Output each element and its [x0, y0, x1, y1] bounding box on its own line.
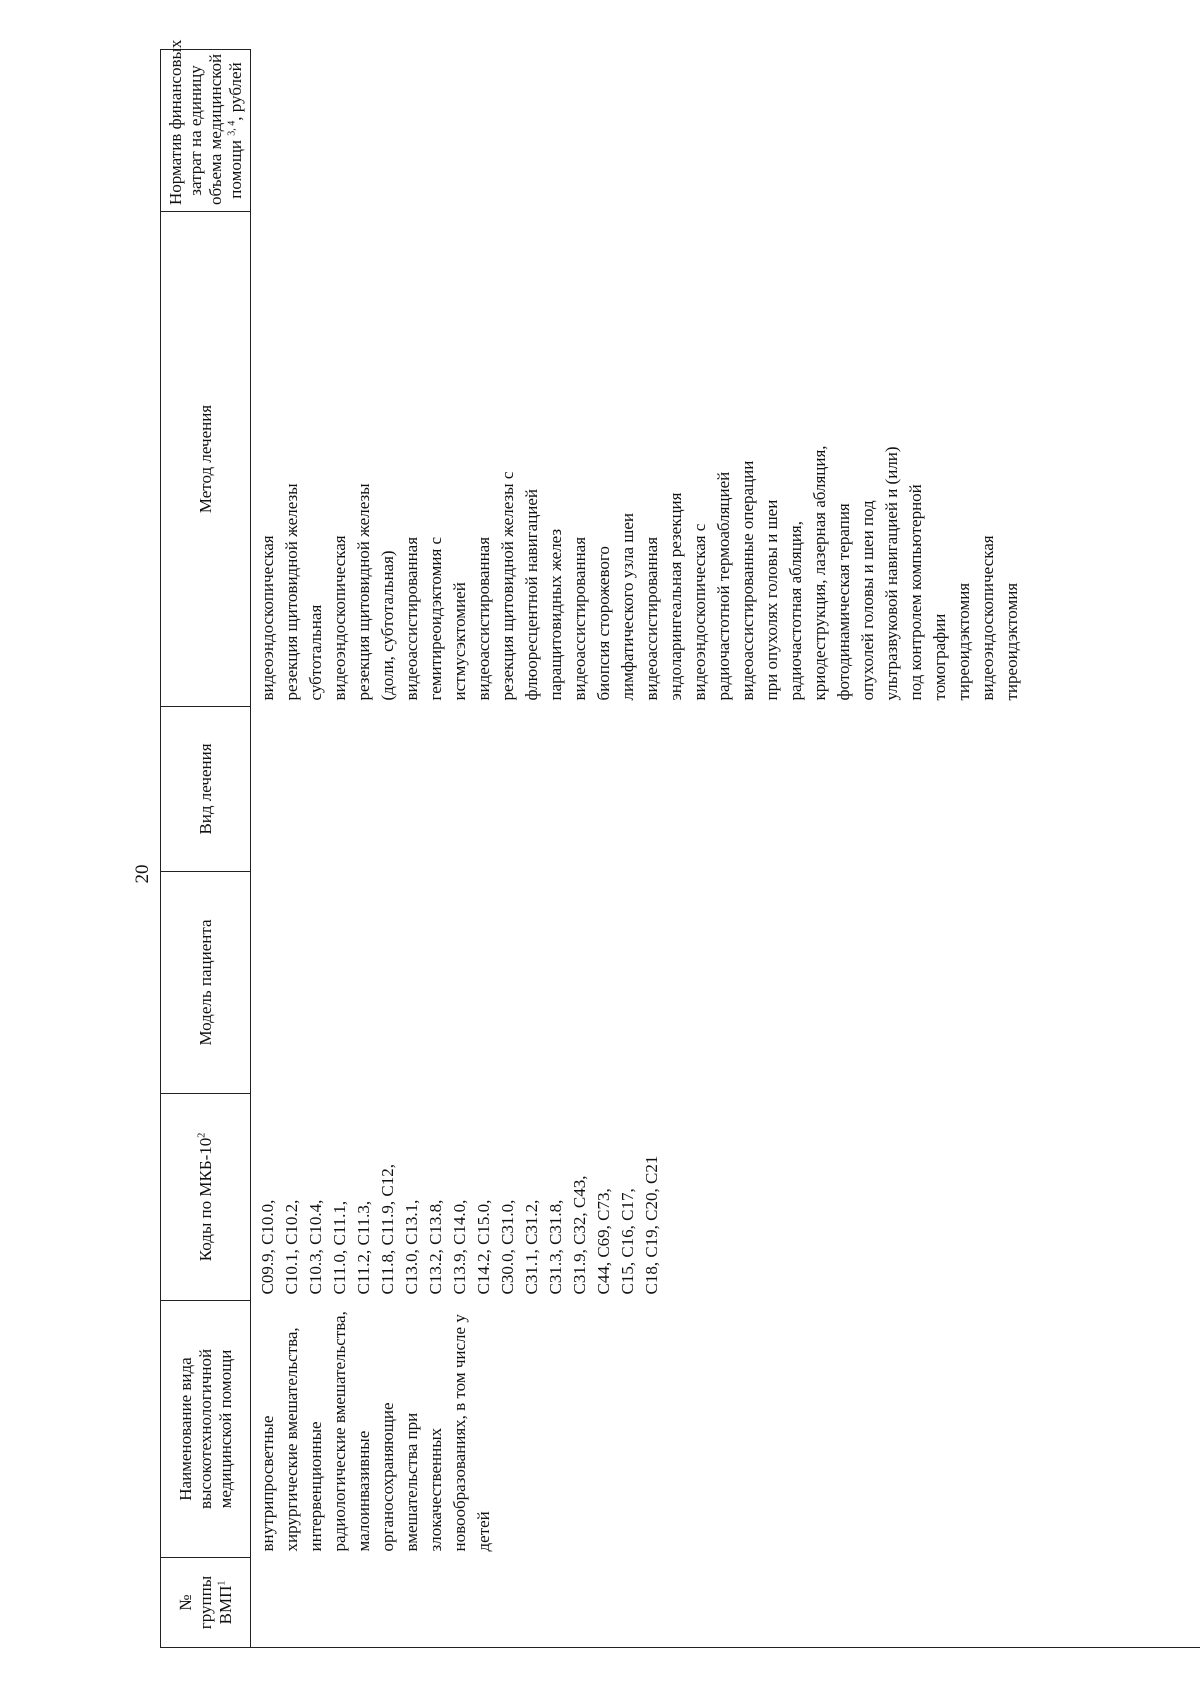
text-line: видеоэндоскопическая	[330, 535, 349, 701]
text-line: C15, C16, C17,	[618, 1188, 637, 1295]
name-lines	[256, 1307, 496, 1552]
text-line: C18, C19, C20, C21	[642, 1155, 661, 1295]
text-line: органосохраняющие	[378, 1402, 397, 1552]
text-line: C31.9, C32, C43,	[570, 1175, 589, 1295]
table-row	[251, 50, 1200, 1648]
cell-group-no	[251, 1558, 1200, 1648]
text-line: C31.1, C31.2,	[522, 1199, 541, 1295]
table-header-row	[161, 50, 251, 1648]
text-line: фотодинамическая терапия	[834, 503, 853, 701]
text-line: C13.9, C14.0,	[450, 1199, 469, 1295]
text-line: новообразованиях, в том числе у	[450, 1314, 469, 1552]
cell-kind	[251, 707, 1200, 872]
cell-norm	[251, 50, 1200, 212]
text-line: малоинвазивные	[354, 1430, 373, 1552]
method-lines	[256, 218, 1024, 701]
text-line: C14.2, C15.0,	[474, 1199, 493, 1295]
text-line: C31.3, C31.8,	[546, 1199, 565, 1295]
text-line: под контролем компьютерной	[906, 484, 925, 701]
vmp-table	[160, 39, 1200, 1648]
text-line: злокачественных	[426, 1427, 445, 1552]
text-line: C11.2, C11.3,	[354, 1200, 373, 1295]
text-line: детей	[474, 1511, 493, 1552]
text-line: C11.0, C11.1,	[330, 1200, 349, 1295]
text-line: паращитовидных желез	[546, 528, 565, 701]
cell-codes	[251, 1094, 1200, 1301]
text-line: C13.2, C13.8,	[426, 1199, 445, 1295]
text-line: радиологические вмешательства,	[330, 1311, 349, 1552]
text-line: томографии	[930, 613, 949, 701]
text-line: тиреоидэктомия	[1002, 582, 1021, 701]
header-group-no: № группы ВМП$^1$	[161, 1558, 251, 1648]
text-line: истмусэктомией	[450, 582, 469, 701]
text-line: тиреоидэктомия	[954, 582, 973, 701]
text-line: C10.1, C10.2,	[282, 1199, 301, 1295]
text-line: C13.0, C13.1,	[402, 1199, 421, 1295]
text-line: при опухолях головы и шеи	[762, 499, 781, 701]
text-line: C10.3, C10.4,	[306, 1199, 325, 1295]
text-line: резекция щитовидной железы	[282, 483, 301, 701]
text-line: видеоассистированная	[402, 536, 421, 701]
text-line: криодеструкция, лазерная абляция,	[810, 445, 829, 701]
text-line: ультразвуковой навигацией и (или)	[882, 446, 901, 701]
text-line: субтотальная	[306, 604, 325, 701]
page-number: 20	[132, 864, 153, 884]
cell-name	[251, 1301, 1200, 1558]
rotated-table-container	[160, 39, 1200, 1648]
text-line: C44, C69, C73,	[594, 1188, 613, 1295]
text-line: флюоресцентной навигацией	[522, 488, 541, 701]
text-line: радиочастотной термоабляцией	[714, 471, 733, 701]
text-line: видеоэндоскопическая с	[690, 523, 709, 701]
text-line: гемитиреоидэктомия с	[426, 536, 445, 701]
header-method: Метод лечения	[161, 212, 251, 707]
header-norm: Норматив финансовых затрат на единицу объема медицинской помощи $^{3, 4}$, рублей	[161, 50, 251, 212]
header-kind: Вид лечения	[161, 707, 251, 872]
text-line: внутрипросветные	[258, 1415, 277, 1552]
text-line: биопсия сторожевого	[594, 546, 613, 701]
text-line: C11.8, C11.9, C12,	[378, 1163, 397, 1295]
text-line: интервенционные	[306, 1421, 325, 1552]
text-line: лимфатического узла шеи	[618, 513, 637, 701]
text-line: видеоэндоскопическая	[978, 535, 997, 701]
cell-model	[251, 872, 1200, 1094]
text-line: резекция щитовидной железы	[354, 483, 373, 701]
text-line: видеоассистированные операции	[738, 460, 757, 701]
text-line: видеоассистированная	[474, 536, 493, 701]
text-line: хирургические вмешательства,	[282, 1327, 301, 1552]
text-line: эндоларингеальная резекция	[666, 492, 685, 701]
text-line: резекция щитовидной железы с	[498, 471, 517, 701]
text-line: опухолей головы и шеи под	[858, 500, 877, 701]
text-line: видеоассистированная	[642, 536, 661, 701]
header-name: Наименование вида высокотехнологичной медицинской помощи	[161, 1301, 251, 1558]
text-line: C09.9, C10.0,	[258, 1199, 277, 1295]
text-line: радиочастотная абляция,	[786, 521, 805, 701]
text-line: (доли, субтотальная)	[378, 550, 397, 701]
text-line: вмешательства при	[402, 1412, 421, 1552]
code-lines	[256, 1100, 664, 1295]
text-line: видеоэндоскопическая	[258, 535, 277, 701]
header-codes: Коды по МКБ-$10^2$	[161, 1094, 251, 1301]
header-model: Модель пациента	[161, 872, 251, 1094]
text-line: C30.0, C31.0,	[498, 1199, 517, 1295]
text-line: видеоассистированная	[570, 536, 589, 701]
cell-method	[251, 212, 1200, 707]
